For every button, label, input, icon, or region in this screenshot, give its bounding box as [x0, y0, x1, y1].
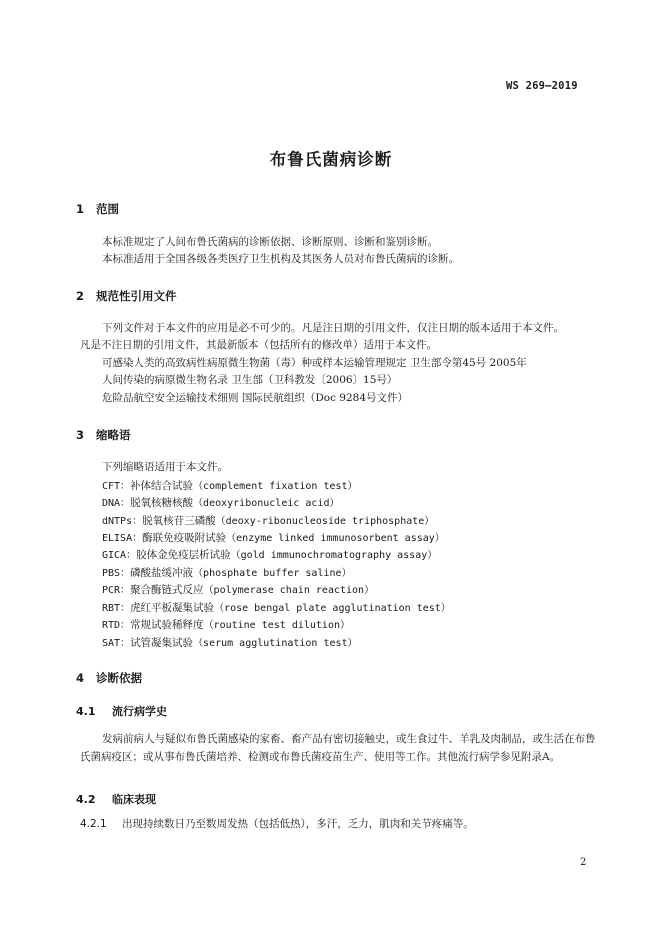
section-4-heading [76, 670, 142, 686]
normative-reference: 可感染人类的高致病性病原微生物菌（毒）种或样本运输管理规定 卫生部令第45号 2005年 [102, 357, 527, 369]
abbr-code: RBT： [102, 603, 131, 614]
abbr-zh: 补体结合试验 [130, 480, 194, 492]
abbr-zh: 聚合酶链式反应 [130, 584, 204, 596]
subsection-title: 流行病学史 [112, 705, 167, 718]
abbr-zh: 脱氧核糖核酸 [130, 497, 194, 509]
section-2-intro-line: 凡是不注日期的引用文件，其最新版本（包括所有的修改单）适用于本文件。 [80, 339, 437, 351]
section-title: 范围 [96, 202, 119, 216]
abbreviation-item [102, 546, 437, 562]
abbr-zh: 常规试验稀释度 [130, 619, 204, 631]
section-1-paragraph: 本标准规定了人间布鲁氏菌病的诊断依据、诊断原则、诊断和鉴别诊断。 [102, 236, 438, 248]
section-title: 诊断依据 [96, 671, 142, 685]
abbr-en: （complement fixation test） [193, 481, 358, 492]
abbreviation-item [102, 529, 445, 545]
section-title: 规范性引用文件 [96, 289, 177, 303]
page-number: 2 [580, 857, 587, 868]
abbreviation-item [102, 634, 358, 650]
abbr-en: （routine test dilution） [203, 620, 350, 631]
abbr-code: DNA： [102, 498, 131, 509]
abbr-en: （gold immunochromatography assay） [230, 550, 438, 561]
abbr-en: （polymerase chain reaction） [203, 585, 375, 596]
section-number: 2 [76, 289, 85, 303]
subsection-number: 4.1 [76, 705, 96, 718]
abbr-code: CFT： [102, 481, 131, 492]
clause-number: 4.2.1 [80, 818, 107, 830]
section-number: 1 [76, 202, 85, 216]
abbr-zh: 虎红平板凝集试验 [130, 602, 215, 614]
abbr-zh: 试管凝集试验 [130, 637, 194, 649]
subsection-number: 4.2 [76, 793, 96, 806]
subsection-title: 临床表现 [112, 793, 156, 806]
abbreviation-item [102, 616, 350, 632]
clause-text: 出现持续数日乃至数周发热（包括低热），多汗，乏力，肌肉和关节疼痛等。 [122, 818, 474, 830]
standard-code: WS 269—2019 [506, 80, 578, 92]
abbr-code: SAT： [102, 638, 131, 649]
section-1-heading [76, 201, 119, 217]
abbr-code: PBS： [102, 568, 131, 579]
abbreviation-item [102, 477, 358, 493]
abbr-en: （serum agglutination test） [193, 638, 358, 649]
abbr-en: （enzyme linked immunosorbent assay） [226, 533, 445, 544]
abbr-code: GICA： [102, 550, 137, 561]
abbreviation-item [102, 564, 352, 580]
normative-reference: 人间传染的病原微生物名录 卫生部（卫科教发〔2006〕15号） [102, 374, 398, 386]
section-1-paragraph: 本标准适用于全国各级各类医疗卫生机构及其医务人员对布鲁氏菌病的诊断。 [102, 253, 459, 265]
abbr-code: dNTPs： [102, 516, 143, 527]
section-2-intro-line: 下列文件对于本文件的应用是必不可少的。凡是注日期的引用文件，仅注日期的版本适用于本文件。 [102, 322, 564, 334]
abbr-zh: 脱氧核苷三磷酸 [142, 515, 216, 527]
document-title: 布鲁氏菌病诊断 [269, 150, 393, 169]
section-number: 3 [76, 428, 85, 442]
clause-4-2-1 [80, 816, 474, 831]
abbreviation-item [102, 512, 434, 528]
abbr-en: （deoxyribonucleic acid） [193, 498, 340, 509]
abbreviation-item [102, 581, 374, 597]
section-number: 4 [76, 671, 85, 685]
abbr-en: （deoxy-ribonucleoside triphosphate） [215, 516, 435, 527]
section-title: 缩略语 [96, 428, 131, 442]
abbr-code: PCR： [102, 585, 131, 596]
subsection-4-1-heading [76, 703, 167, 719]
section-3-intro: 下列缩略语适用于本文件。 [102, 461, 228, 473]
abbreviation-item [102, 599, 451, 615]
normative-reference: 危险品航空安全运输技术细则 国际民航组织（Doc 9284号文件） [102, 392, 409, 404]
abbr-zh: 酶联免疫吸附试验 [142, 532, 227, 544]
abbreviation-item [102, 494, 340, 510]
abbr-code: ELISA： [102, 533, 143, 544]
subsection-4-2-heading [76, 791, 156, 807]
abbr-zh: 磷酸盐缓冲液 [130, 567, 194, 579]
abbr-zh: 胶体金免疫层析试验 [136, 549, 231, 561]
abbr-en: （phosphate buffer saline） [193, 568, 352, 579]
abbr-code: RTD： [102, 620, 131, 631]
section-2-heading [76, 288, 177, 304]
section-3-heading [76, 427, 131, 443]
epidemiology-paragraph: 发病前病人与疑似布鲁氏菌感染的家畜、畜产品有密切接触史，或生食过牛、羊乳及肉制品，或生活在布鲁氏菌病疫区；或从事布鲁氏菌培养、检测或布鲁氏菌疫苗生产、使用等工作。其他流行病学参见附录A。 [80, 733, 596, 763]
abbr-en: （rose bengal plate agglutination test） [214, 603, 451, 614]
